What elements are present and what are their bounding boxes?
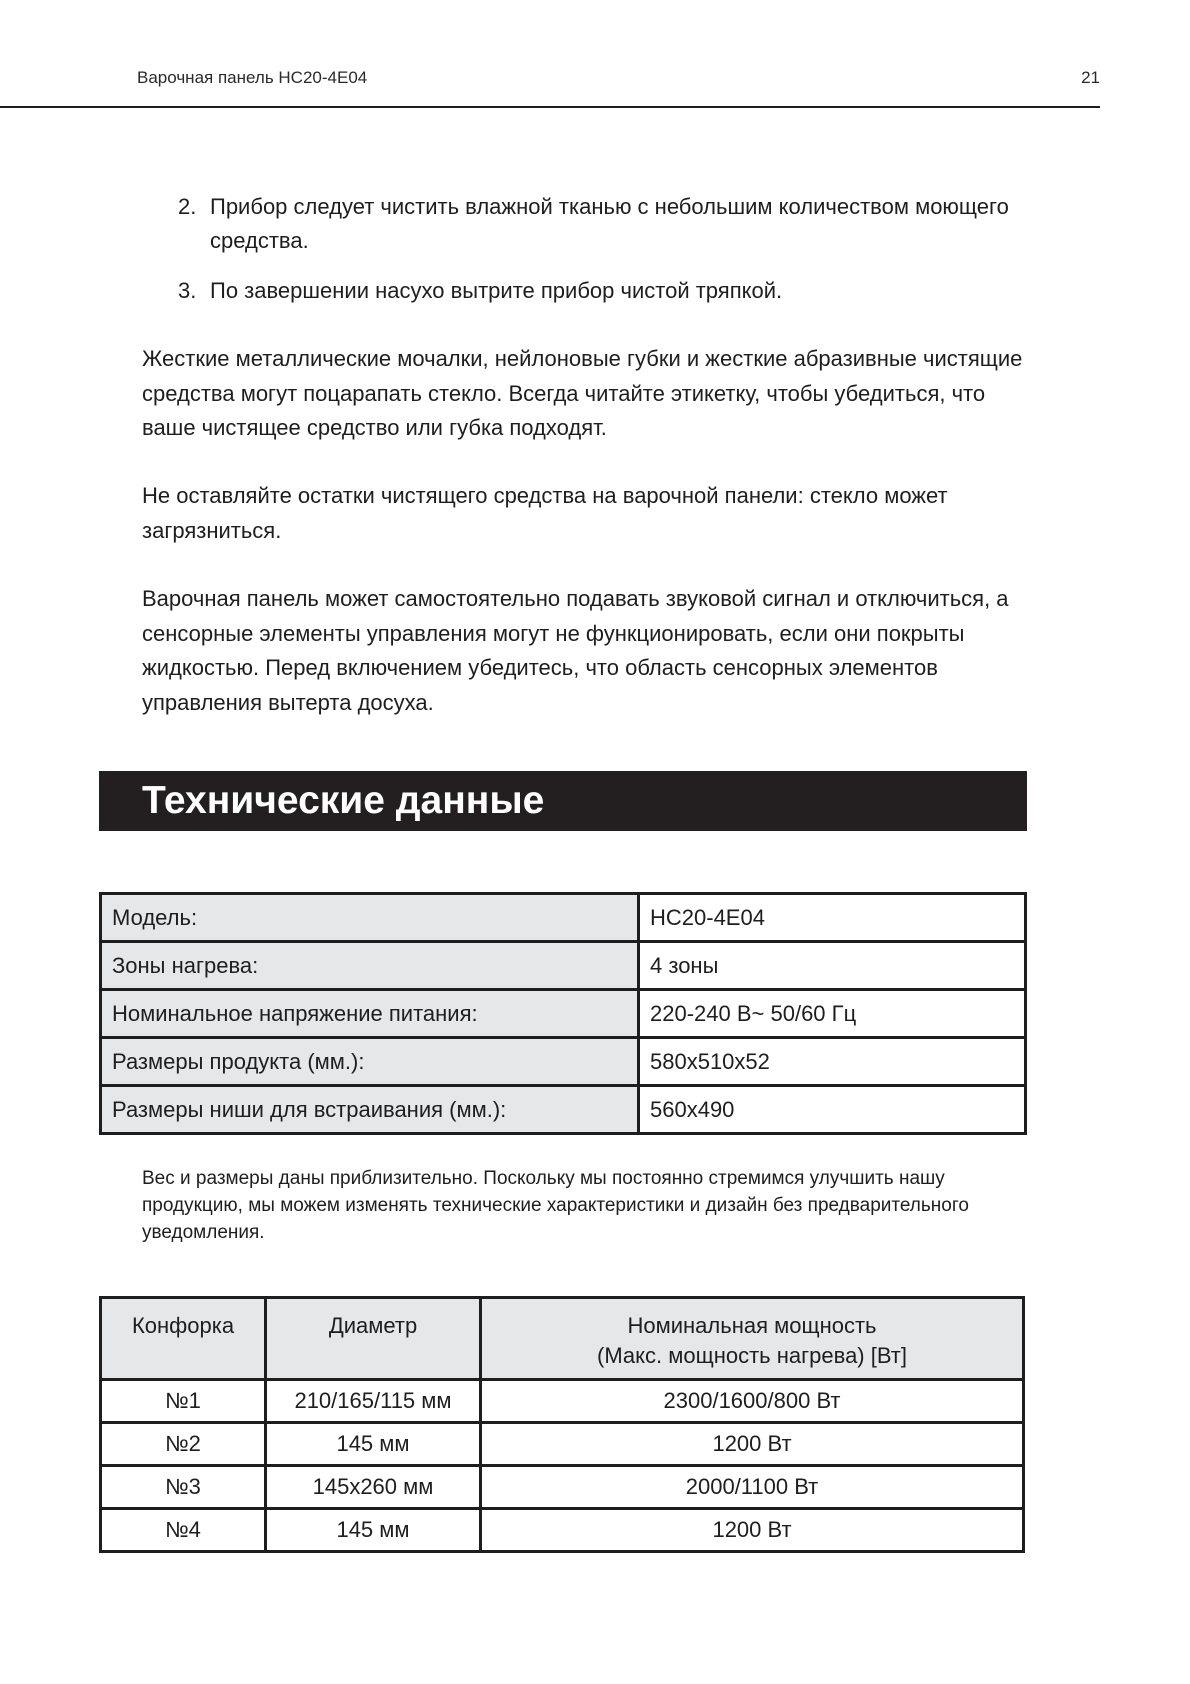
table-row: [101, 1038, 1026, 1086]
section-header-bar: [99, 771, 1027, 831]
table-row: [101, 1466, 1024, 1509]
burner-cell: №2: [101, 1423, 266, 1466]
diameter-cell: 210/165/115 мм: [266, 1380, 481, 1423]
page-number: 21: [1081, 68, 1100, 87]
column-header-diameter: Диаметр: [266, 1298, 481, 1380]
table-row: [101, 1086, 1026, 1134]
list-item-text: Прибор следует чистить влажной тканью с небольшим количеством моющего средства.: [210, 194, 1009, 253]
paragraph-abrasives: Жесткие металлические мочалки, нейлоновые губки и жесткие абразивные чистящие средства могут поцарапать стекло. Всегда читайте этикетку, чтобы убедиться, что ваше чистящее средство или губка подходят.: [142, 346, 1023, 440]
section-title: Технические данные: [142, 779, 545, 822]
power-cell: 2000/1100 Вт: [481, 1466, 1024, 1509]
spec-table: [99, 892, 1027, 1135]
table-row: [101, 1509, 1024, 1552]
spec-label: Номинальное напряжение питания:: [101, 990, 639, 1038]
spec-label: Модель:: [101, 894, 639, 942]
cleaning-steps-list: [178, 190, 1038, 324]
table-row: [101, 1380, 1024, 1423]
spec-label: Размеры ниши для встраивания (мм.):: [101, 1086, 639, 1134]
spec-value: HC20-4E04: [639, 894, 1026, 942]
page-header: [0, 0, 1100, 108]
burner-cell: №1: [101, 1380, 266, 1423]
diameter-cell: 145 мм: [266, 1509, 481, 1552]
header-title: Варочная панель HC20-4E04: [137, 68, 368, 87]
spec-label: Размеры продукта (мм.):: [101, 1038, 639, 1086]
power-cell: 1200 Вт: [481, 1509, 1024, 1552]
paragraph-touch-controls: Варочная панель может самостоятельно подавать звуковой сигнал и отключиться, а сенсорные элементы управления могут не функционировать, если они покрыты жидкостью. Перед включением убедитесь, что область сенсорных элементов управления вытерта досуха.: [142, 586, 1009, 715]
table-row: [101, 894, 1026, 942]
table-row: [101, 942, 1026, 990]
power-cell: 1200 Вт: [481, 1423, 1024, 1466]
spec-value: 580x510x52: [639, 1038, 1026, 1086]
burner-cell: №3: [101, 1466, 266, 1509]
column-header-power: [481, 1298, 1024, 1380]
footnote: Вес и размеры даны приблизительно. Поскольку мы постоянно стремимся улучшить нашу продукцию, мы можем изменять технические характеристики и дизайн без предварительного уведомления.: [142, 1168, 969, 1243]
column-header-burner: Конфорка: [101, 1298, 266, 1380]
spec-value: 560x490: [639, 1086, 1026, 1134]
list-item: [178, 190, 1038, 258]
diameter-cell: 145 мм: [266, 1423, 481, 1466]
list-item-number: 2.: [178, 194, 197, 219]
table-header-row: [101, 1298, 1024, 1380]
spec-value: 4 зоны: [639, 942, 1026, 990]
list-item-number: 3.: [178, 278, 197, 303]
power-header-line1: Номинальная мощность: [627, 1313, 877, 1338]
diameter-cell: 145x260 мм: [266, 1466, 481, 1509]
table-row: [101, 1423, 1024, 1466]
spec-label: Зоны нагрева:: [101, 942, 639, 990]
burner-cell: №4: [101, 1509, 266, 1552]
power-cell: 2300/1600/800 Вт: [481, 1380, 1024, 1423]
spec-value: 220-240 В~ 50/60 Гц: [639, 990, 1026, 1038]
table-row: [101, 990, 1026, 1038]
burner-table: [99, 1296, 1025, 1553]
list-item-text: По завершении насухо вытрите прибор чистой тряпкой.: [210, 278, 783, 303]
list-item: [178, 274, 1038, 308]
paragraph-residue: Не оставляйте остатки чистящего средства на варочной панели: стекло может загрязниться.: [142, 483, 948, 543]
power-header-line2: (Макс. мощность нагрева) [Вт]: [597, 1343, 907, 1368]
